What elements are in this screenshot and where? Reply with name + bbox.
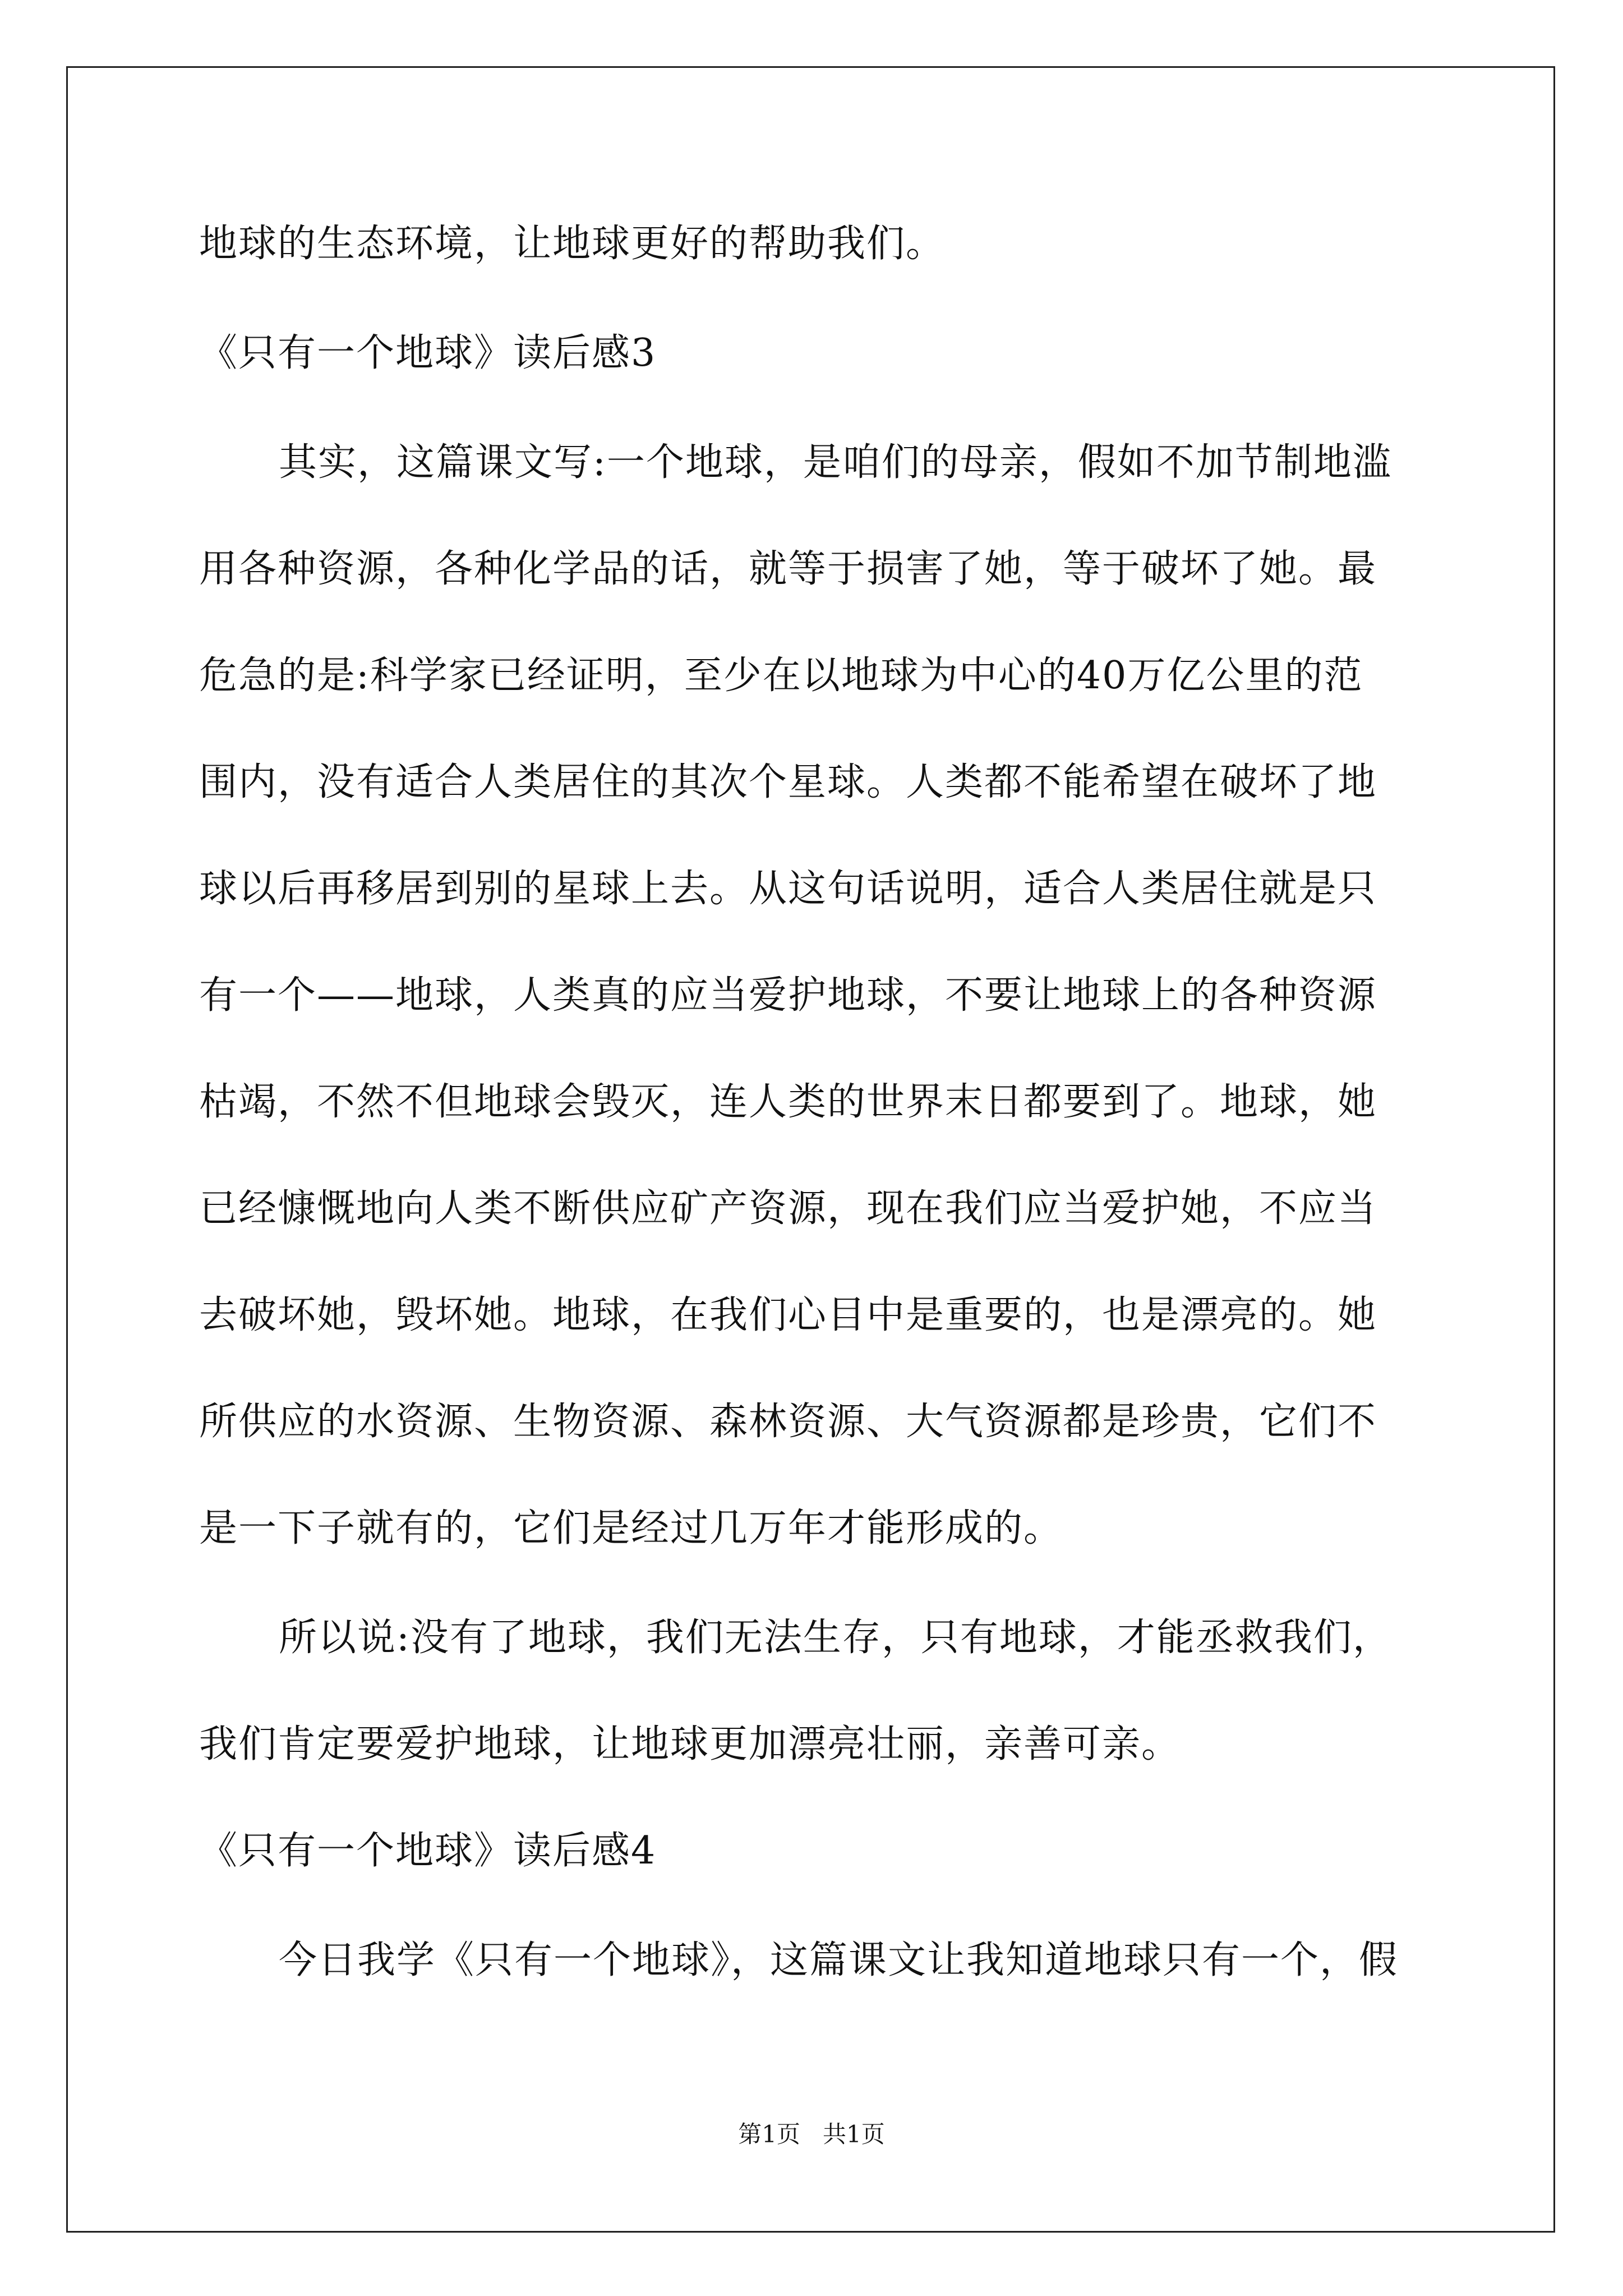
paragraph-line: 地球的生态环境，让地球更好的帮助我们。 xyxy=(199,222,946,266)
paragraph-line: 其实，这篇课文写:一个地球，是咱们的母亲，假如不加节制地滥 xyxy=(279,440,1392,485)
paragraph-line: 今日我学《只有一个地球》，这篇课文让我知道地球只有一个，假 xyxy=(279,1938,1399,1982)
paragraph-line: 是一下子就有的，它们是经过几万年才能形成的。 xyxy=(199,1506,1063,1550)
paragraph-line: 已经慷慨地向人类不断供应矿产资源，现在我们应当爱护她，不应当 xyxy=(199,1186,1377,1231)
paragraph-line: 我们肯定要爱护地球，让地球更加漂亮壮丽，亲善可亲。 xyxy=(199,1722,1181,1766)
paragraph-line: 用各种资源，各种化学品的话，就等于损害了她，等于破坏了她。最 xyxy=(199,547,1377,591)
section-heading: 《只有一个地球》读后感3 xyxy=(199,331,657,375)
paragraph-line: 围内，没有适合人类居住的其次个星球。人类都不能希望在破坏了地 xyxy=(199,760,1377,804)
paragraph-line: 所以说:没有了地球，我们无法生存，只有地球，才能丞救我们， xyxy=(279,1616,1392,1660)
page-border xyxy=(66,66,1555,2233)
section-heading: 《只有一个地球》读后感4 xyxy=(199,1829,657,1873)
paragraph-line: 有一个——地球，人类真的应当爱护地球，不要让地球上的各种资源 xyxy=(199,973,1377,1018)
paragraph-line: 危急的是:科学家已经证明，至少在以地球为中心的40万亿公里的范 xyxy=(199,654,1363,698)
page-number-footer: 第1页 共1页 xyxy=(738,2120,885,2148)
paragraph-line: 球以后再移居到别的星球上去。从这句话说明，适合人类居住就是只 xyxy=(199,867,1377,911)
paragraph-line: 所供应的水资源、生物资源、森林资源、大气资源都是珍贵，它们不 xyxy=(199,1400,1377,1444)
paragraph-line: 枯竭，不然不但地球会毁灭，连人类的世界末日都要到了。地球，她 xyxy=(199,1080,1377,1124)
paragraph-line: 去破坏她，毁坏她。地球，在我们心目中是重要的，也是漂亮的。她 xyxy=(199,1293,1377,1337)
